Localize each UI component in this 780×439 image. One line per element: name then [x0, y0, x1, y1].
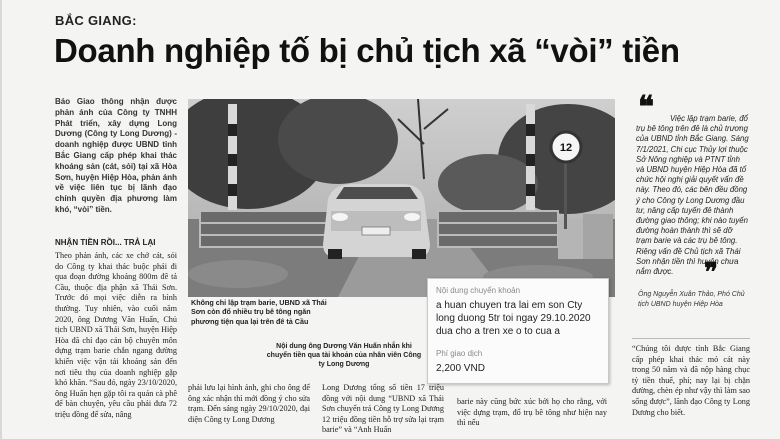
article-headline: Doanh nghiệp tố bị chủ tịch xã “vòi” tiền: [54, 32, 680, 69]
body-column-mid-3: barie này cũng bức xúc bởi họ cho rằng, với việc dựng trạm, đổ trụ bê tông như hiện nay thì nếu: [457, 397, 607, 428]
pull-quote: Việc lập trạm barie, đổ trụ bê tông trên đê là chủ trương của UBND tỉnh Bắc Giang. Sáng 7/1/2021, Chi cục Thủy lợi thuộc Sở Nông nghiệp và PTNT tỉnh và UBND huyện Hiệp Hòa đã tổ chức hội nghị giải quyết vấn đề này. Theo đó, các bên đều đồng ý cho Công ty Long Dương đầu tư, nâng cấp tuyến đê thành đường giao thông; khi nào tuyến đường hoàn thành thì sẽ dỡ trạm barie và các trụ bê tông. Riêng vấn đề Chủ tịch xã Thái Sơn nhận tiền thì huyện chưa nắm được.: [636, 114, 749, 277]
transfer-caption: Nội dung ông Dương Văn Huấn nhắn khi chuyển tiền qua tài khoản của nhân viên Công ty Long Dương: [266, 343, 422, 368]
quote-attribution: Ông Nguyễn Xuân Thảo, Phó Chủ tịch UBND huyện Hiệp Hòa: [638, 291, 745, 308]
body-column-mid-1: phải lưu lại hình ảnh, ghi cho ông để ông xác nhận thì mới đồng ý cho sửa trạm. Đến sáng ngày 29/10/2020, đại diện Công ty Long Dương: [188, 383, 310, 424]
location-kicker: BẮC GIANG:: [55, 13, 137, 28]
transfer-fee-label: Phí giao dịch: [436, 349, 483, 358]
article-lead: Báo Giao thông nhận được phản ánh của Công ty TNHH Phát triển, xây dựng Long Dương (Công ty Long Dương) - doanh nghiệp được UBND tỉnh Bắc Giang cấp phép khai thác khoáng sản (cát, sỏi) tại xã Hòa Sơn, huyện Hiệp Hòa, phản ánh về việc liên tục bị lãnh đạo chính quyền địa phương làm khó, “vòi” tiền.: [55, 97, 177, 214]
bank-transfer-screenshot: [427, 278, 609, 384]
open-quote-icon: ❝: [638, 90, 655, 125]
column-divider: [632, 338, 750, 339]
transfer-content: a huan chuyen tra lai em son Cty long duong 5tr toi ngay 29.10.2020 dua cho a tren xe o to cua a: [436, 300, 591, 337]
transfer-fee: 2,200 VND: [436, 363, 485, 374]
close-quote-icon: ❞: [704, 258, 718, 288]
transfer-content-label: Nội dung chuyển khoản: [436, 286, 521, 295]
photo-illustration: [188, 99, 615, 297]
road-sign-text: 12: [559, 142, 573, 154]
body-column-left: Theo phản ánh, các xe chở cát, sỏi do Công ty khai thác buộc phải đi qua đoạn đường khoảng 800m đê tả Cầu, thuộc địa phận xã Thái Sơn. Trước đó mọi việc diễn ra bình thường. Tuy nhiên, vào cuối năm 2020, ông Dương Văn Huấn, Chủ tịch UBND xã Thái Sơn, huyện Hiệp Hòa đã chỉ đạo cán bộ chuyên môn dựng trạm barie chắn ngang đường khiến việc vận tải khoáng sản đến nơi tiêu thụ của doanh nghiệp gặp khó khăn. “Sau đó, ngày 23/10/2020, ông Huấn hẹn gặp tôi ra quán cà phê để bàn chuyện, yêu cầu phải đưa 72 triệu đồng để sửa, nâng: [55, 251, 177, 419]
body-column-mid-2: Long Dương tổng số tiền 17 triệu đồng với nội dung “UBND xã Thái Sơn chuyển trả Công ty Long Dương 12 triệu đồng tiền hỗ trợ sửa lại trạm barie” và “Anh Huấn: [322, 383, 444, 435]
section-subhead: NHẬN TIỀN RỒI... TRẢ LẠI: [55, 238, 156, 247]
photo-caption: Không chỉ lập trạm barie, UBND xã Thái Sơn còn đổ nhiều trụ bê tông ngăn phương tiện qua lại trên đê tả Cầu: [191, 298, 327, 326]
road-barrier-photo: [188, 99, 615, 297]
body-column-right: “Chúng tôi được tỉnh Bắc Giang cấp phép khai thác mỏ cát này trong 50 năm và đã nộp hàng chục tỷ tiền thuế, phí; nay lại bị chặn đường, chèn ép như vậy thì làm sao sống được”, lãnh đạo Công ty Long Dương cho biết.: [632, 344, 750, 417]
